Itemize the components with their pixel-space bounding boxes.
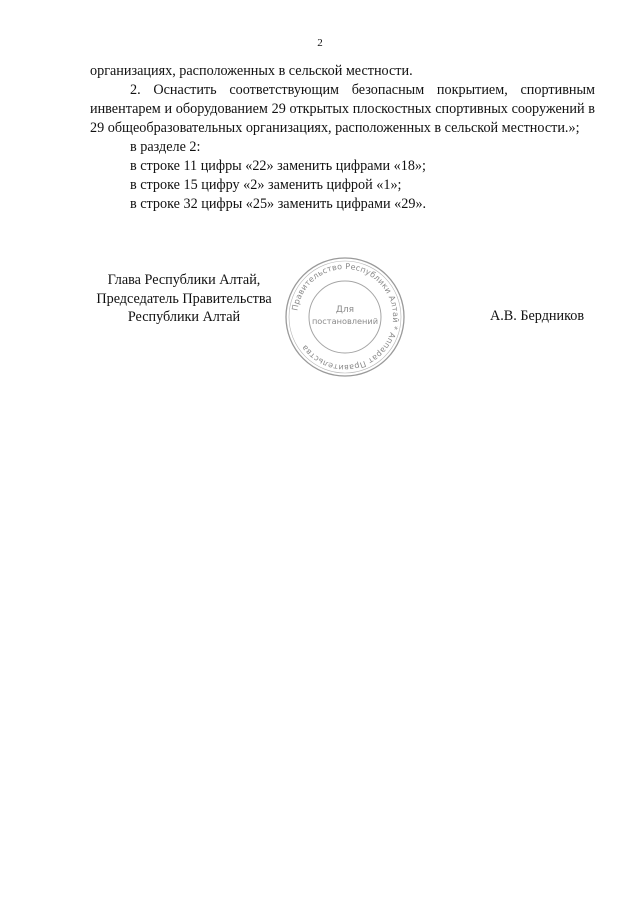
- continuation-line: организациях, расположенных в сельской местности.: [90, 63, 413, 79]
- change-line-2: в строке 15 цифру «2» заменить цифрой «1»;: [130, 177, 402, 193]
- page-number: 2: [317, 37, 323, 49]
- stamp-center-line-1: Для: [335, 305, 355, 315]
- signature-title-block: [86, 271, 282, 327]
- change-line-3: в строке 32 цифры «25» заменить цифрами «29».: [130, 196, 427, 212]
- official-stamp: [282, 254, 408, 380]
- signer-name: А.В. Бердников: [490, 308, 585, 324]
- signature-title-line-2: Председатель Правительства: [96, 290, 272, 307]
- stamp-center-line-2: постановлений: [311, 316, 379, 326]
- change-line-1: в строке 11 цифры «22» заменить цифрами «18»;: [130, 158, 426, 174]
- paragraph-item-2: 2. Оснастить соответствующим безопасным покрытием, спортивным инвентарем и оборудованием 29 открытых плоскостных спортивных сооружений в 29 общеобразовательных организациях, расположенных в сельской местности.»;: [90, 82, 595, 136]
- section-intro: в разделе 2:: [130, 139, 201, 155]
- document-body: [90, 62, 595, 214]
- stamp-ring-text: Правительство Республики Алтай * Аппарат Правительства: [290, 261, 401, 373]
- signature-title-line-3: Республики Алтай: [127, 309, 241, 325]
- signature-title-line-1: Глава Республики Алтай,: [107, 272, 261, 288]
